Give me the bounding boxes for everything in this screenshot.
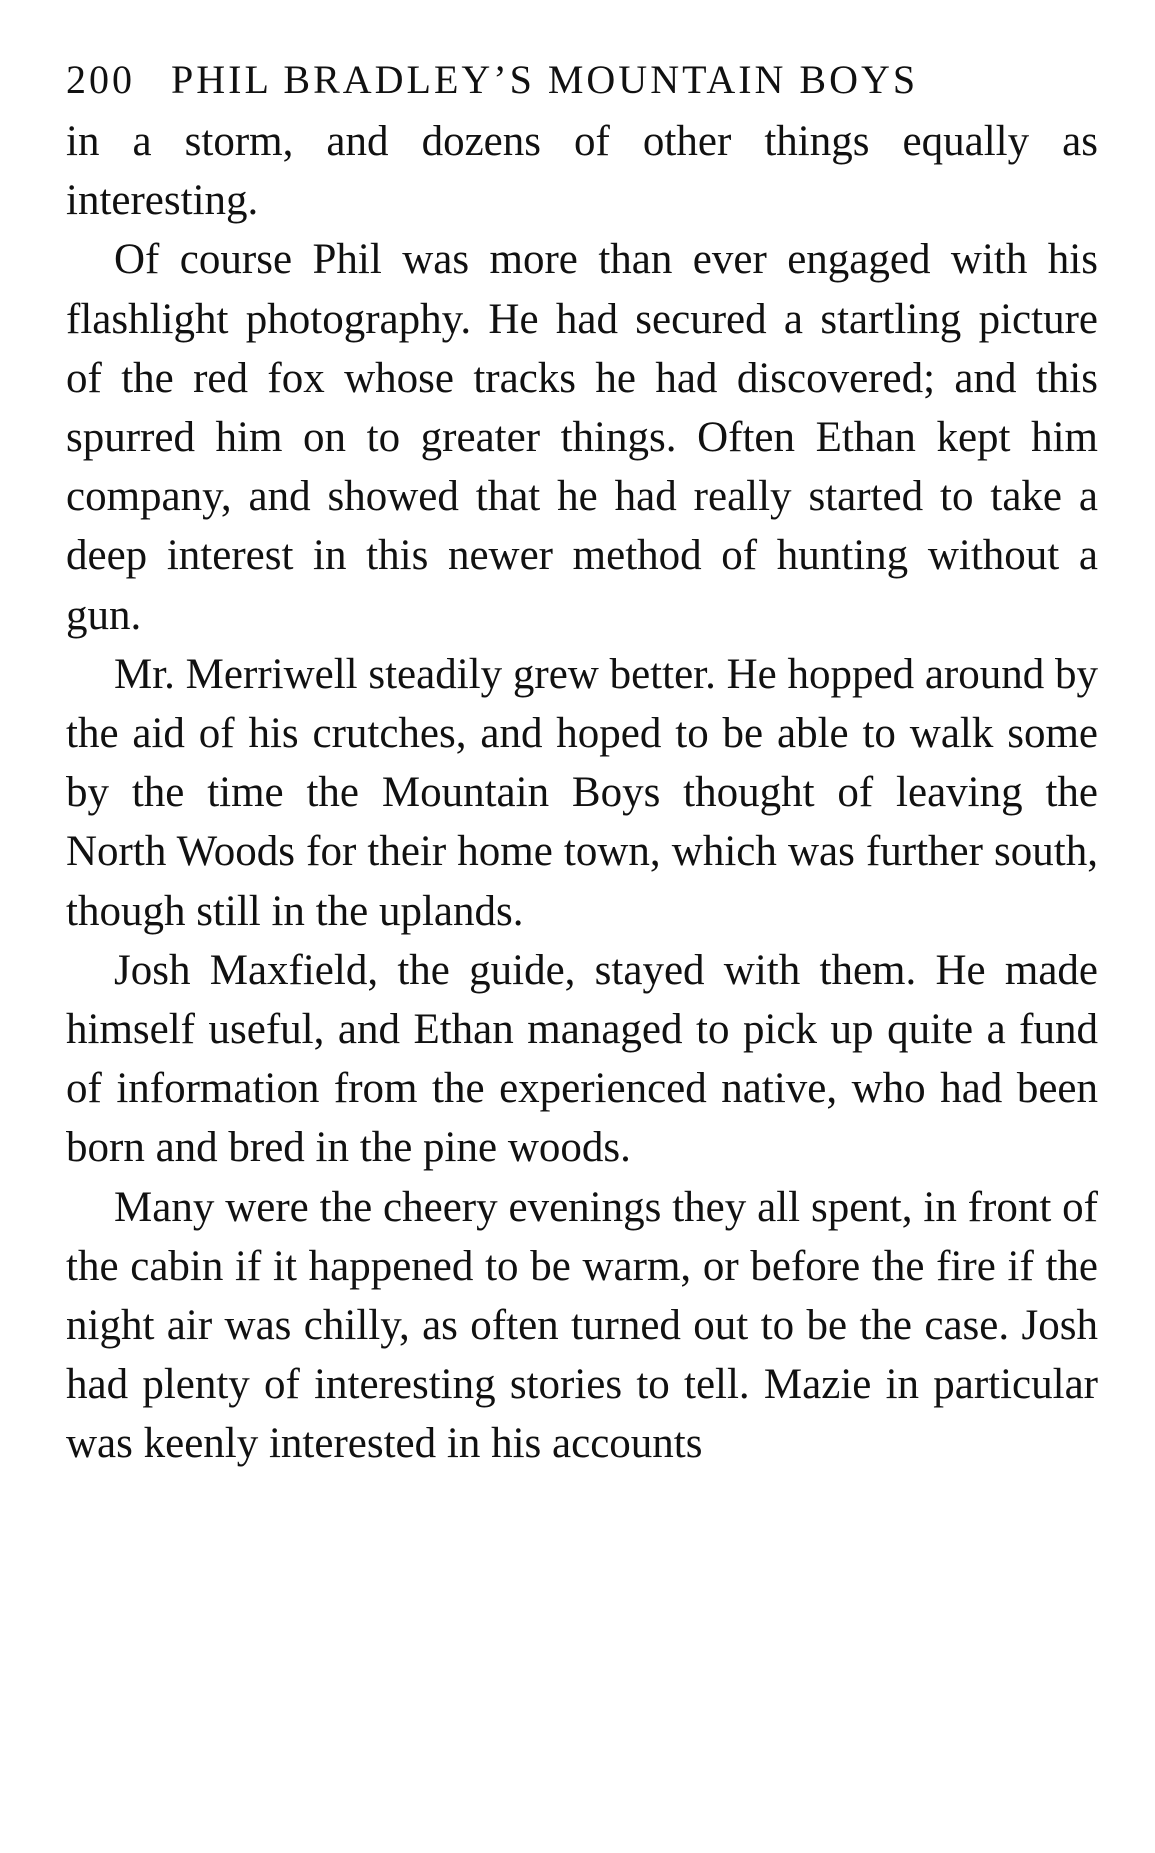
paragraph-continued: in a storm, and dozens of other things equally as interesting. (66, 118, 1098, 225)
body-text (66, 112, 1098, 1474)
page-number: 200 (66, 57, 135, 102)
paragraph-merriwell: Mr. Merriwell steadily grew better. He hopped around by the aid of his crutches, and hoped to be able to walk some by the time the Mountain Boys thought of leaving the North Woods for their home town, which was further south, though still in the uplands. (66, 650, 1098, 935)
paragraph-photography: Of course Phil was more than ever engaged with his flashlight photography. He had secured a startling picture of the red fox whose tracks he had discovered; and this spurred him on to greater things. Often Ethan kept him company, and showed that he had really started to take a deep interest in this newer method of hunting without a gun. (66, 236, 1098, 639)
paragraph-josh-maxfield: Josh Maxfield, the guide, stayed with them. He made himself useful, and Ethan managed to pick up quite a fund of information from the experienced native, who had been born and bred in the pine woods. (66, 946, 1098, 1172)
paragraph-evenings: Many were the cheery evenings they all spent, in front of the cabin if it happened to be warm, or before the fire if the night air was chilly, as often turned out to be the case. Josh had plenty of interesting stories to tell. Mazie in particular was keenly interested in his accounts (66, 1183, 1098, 1468)
book-page (66, 52, 1098, 1474)
running-header (66, 52, 1098, 108)
running-title: PHIL BRADLEY’S MOUNTAIN BOYS (171, 57, 919, 102)
